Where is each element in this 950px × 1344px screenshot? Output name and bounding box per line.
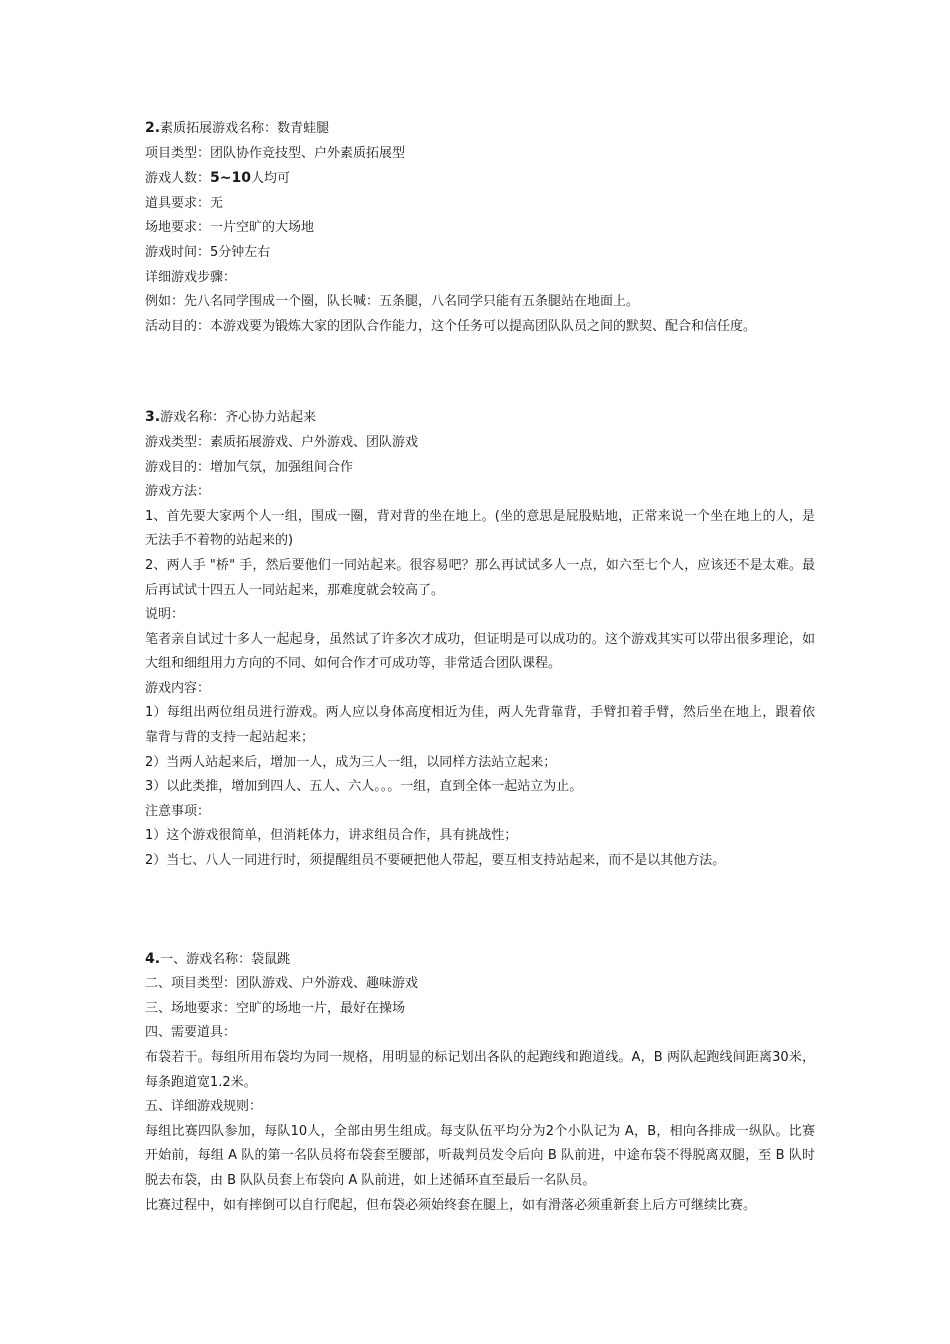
section-title: 一、游戏名称：袋鼠跳 — [160, 951, 291, 967]
method-step-1: 1、首先要大家两个人一组，围成一圈，背对背的坐在地上。(坐的意思是屁股贴地，正常来说一个坐在地上的人，是无法手不着物的站起来的) — [145, 508, 815, 549]
props-label: 四、需要道具： — [145, 1025, 237, 1041]
document-page — [145, 116, 815, 1218]
section-heading — [145, 116, 815, 142]
props-requirement: 道具要求：无 — [145, 195, 224, 211]
props-text: 布袋若干。每组所用布袋均为同一规格，用明显的标记划出各队的起跑线和跑道线。A，B 两队起跑线间距离30米，每条跑道宽1.2米。 — [145, 1050, 815, 1090]
section-heading — [145, 947, 815, 973]
content-step-2: 2）当两人站起来后，增加一人，成为三人一组，以同样方法站立起来； — [145, 754, 557, 770]
section-title: 素质拓展游戏名称：数青蛙腿 — [160, 121, 330, 136]
rules-text-2: 比赛过程中，如有摔倒可以自行爬起，但布袋必须始终套在腿上，如有滑落必须重新套上后方可继续比赛。 — [145, 1197, 757, 1213]
section-number: 2. — [145, 120, 161, 136]
section-stand-up-together — [145, 405, 815, 873]
note-label: 说明： — [145, 607, 185, 623]
content-step-3: 3）以此类推，增加到四人、五人、六人。。。一组，直到全体一起站立为止。 — [145, 779, 583, 795]
section-number: 3. — [145, 409, 161, 426]
venue-requirement: 三、场地要求：空旷的场地一片，最好在操场 — [145, 1000, 406, 1016]
caution-label: 注意事项： — [145, 803, 211, 819]
game-purpose: 游戏目的：增加气氛，加强组间合作 — [145, 459, 354, 475]
steps-label: 详细游戏步骤： — [145, 269, 237, 285]
method-step-2: 2、两人手 "桥" 手，然后要他们一同站起来。很容易吧？那么再试试多人一点，如六至七个人，应该还不是太难。最后再试试十四五人一同站起来，那难度就会较高了。 — [145, 557, 815, 598]
activity-purpose: 活动目的：本游戏要为锻炼大家的团队合作能力，这个任务可以提高团队队员之间的默契、配合和信任度。 — [145, 318, 757, 334]
venue-requirement: 场地要求：一片空旷的大场地 — [145, 220, 315, 236]
section-kangaroo-jump — [145, 947, 815, 1219]
game-duration: 游戏时间：5分钟左右 — [145, 244, 271, 260]
section-title: 游戏名称：齐心协力站起来 — [160, 410, 317, 426]
player-count — [145, 166, 815, 192]
note-text: 笔者亲自试过十多人一起起身，虽然试了许多次才成功，但证明是可以成功的。这个游戏其实可以带出很多理论，如大组和细组用力方向的不同、如何合作才可成功等，非常适合团队课程。 — [145, 631, 815, 672]
game-type: 游戏类型：素质拓展游戏、户外游戏、团队游戏 — [145, 434, 419, 450]
caution-2: 2）当七、八人一同进行时，须提醒组员不要硬把他人带起，要互相支持站起来，而不是以其他方法。 — [145, 853, 726, 869]
player-count-value: 5~10 — [210, 170, 251, 187]
section-number: 4. — [145, 950, 161, 967]
rules-label: 五、详细游戏规则： — [145, 1099, 263, 1115]
player-count-label: 游戏人数： — [145, 171, 211, 187]
content-step-1: 1）每组出两位组员进行游戏。两人应以身体高度相近为佳，两人先背靠背，手臂扣着手臂，然后坐在地上，跟着依靠背与背的支持一起站起来； — [145, 705, 815, 746]
content-label: 游戏内容： — [145, 680, 211, 696]
section-frog-legs — [145, 116, 815, 339]
project-type: 项目类型：团队协作竞技型、户外素质拓展型 — [145, 145, 406, 161]
method-label: 游戏方法： — [145, 484, 211, 500]
section-heading — [145, 405, 815, 431]
caution-1: 1）这个游戏很简单，但消耗体力，讲求组员合作，具有挑战性； — [145, 828, 518, 844]
rules-text-1: 每组比赛四队参加，每队10人，全部由男生组成。每支队伍平均分为2个小队记为 A，B，相向各排成一纵队。比赛开始前，每组 A 队的第一名队员将布袋套至腰部，听裁判员发令后向 B 队前进，中途布袋不得脱离双腿，至 B 队时脱去布袋，由 B 队队员套上布袋向 A 队前进，如上述循环直至最后一名队员。 — [145, 1123, 815, 1188]
player-count-suffix: 人均可 — [250, 171, 290, 187]
example-text: 例如：先八名同学围成一个圈，队长喊：五条腿，八名同学只能有五条腿站在地面上。 — [145, 294, 640, 310]
project-type: 二、项目类型：团队游戏、户外游戏、趣味游戏 — [145, 976, 419, 992]
